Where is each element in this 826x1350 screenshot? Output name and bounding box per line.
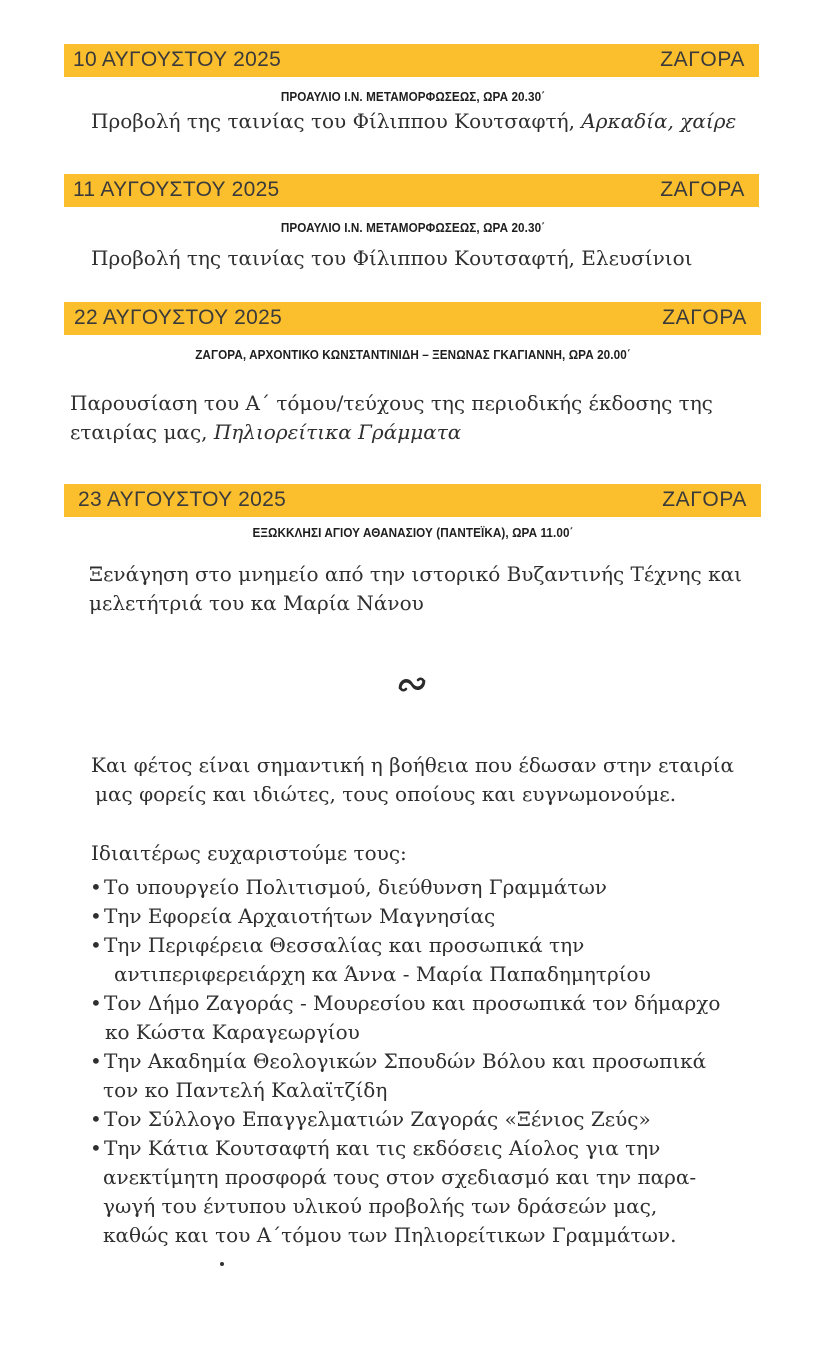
list-item: • Τον Δήμο Ζαγοράς - Μουρεσίου και προσωπικά τον δήμαρχο κο Κώστα Καραγεωργίου <box>90 989 720 1047</box>
description-line <box>70 389 713 418</box>
list-item-text: κο Κώστα Καραγεωργίου <box>105 1020 360 1044</box>
thanks-list <box>90 873 720 1250</box>
list-item-text: καθώς και του Α΄τόμου των Πηλιορείτικων Γραμμάτων. <box>103 1223 677 1247</box>
event-3-header <box>64 302 761 335</box>
event-2-header <box>64 174 759 207</box>
list-item-text: Την Κάτια Κουτσαφτή και τις εκδόσεις Αίολος για την <box>104 1136 661 1160</box>
film-title: Αρκαδία, χαίρε <box>581 109 737 133</box>
swash-ornament-icon <box>396 672 428 696</box>
event-1-header <box>64 44 759 77</box>
publication-title: Πηλιορείτικα Γράμματα <box>213 420 462 444</box>
event-place: ΖΑΓΟΡΑ <box>662 306 747 329</box>
description-text: Παρουσίαση του Α΄ τόμου/τεύχους της περιοδικής έκδοσης της <box>70 391 713 415</box>
list-item-text: αντιπεριφερειάρχη κα Άννα - Μαρία Παπαδημητρίου <box>114 962 651 986</box>
event-description <box>70 389 713 447</box>
list-item: • Την Εφορεία Αρχαιοτήτων Μαγνησίας <box>90 904 496 928</box>
thanks-intro <box>91 751 734 809</box>
description-text: Ξενάγηση στο μνημείο από την ιστορικό Βυζαντινής Τέχνης και <box>89 562 742 586</box>
event-venue: ΖΑΓΟΡΑ, ΑΡΧΟΝΤΙΚΟ ΚΩΝΣΤΑΝΤΙΝΙΔΗ – ΞΕΝΩΝΑΣ ΓΚΑΓΙΑΝΝΗ, ΩΡΑ 20.00΄ <box>195 347 631 362</box>
list-item-text: Τον Σύλλογο Επαγγελματιών Ζαγοράς «Ξένιος Ζεύς» <box>104 1107 651 1131</box>
event-date: 22 ΑΥΓΟΥΣΤΟΥ 2025 <box>74 306 283 329</box>
event-venue: ΠΡΟΑΥΛΙΟ Ι.Ν. ΜΕΤΑΜΟΡΦΩΣΕΩΣ, ΩΡΑ 20.30΄ <box>280 220 546 235</box>
description-line <box>89 589 742 618</box>
description-text: εταιρίας μας, <box>70 420 214 444</box>
event-venue: ΕΞΩΚΚΛΗΣΙ ΑΓΙΟΥ ΑΘΑΝΑΣΙΟΥ (ΠΑΝΤΕΪΚΑ), ΩΡΑ 11.00΄ <box>252 525 574 540</box>
event-date: 10 ΑΥΓΟΥΣΤΟΥ 2025 <box>73 48 282 71</box>
film-title: Ελευσίνιοι <box>581 246 693 270</box>
list-item: • Τον Σύλλογο Επαγγελματιών Ζαγοράς «Ξένιος Ζεύς» <box>90 1107 651 1131</box>
list-item-text: Την Εφορεία Αρχαιοτήτων Μαγνησίας <box>104 904 496 928</box>
event-place: ΖΑΓΟΡΑ <box>662 488 747 511</box>
list-item: • Την Ακαδημία Θεολογικών Σπουδών Βόλου και προσωπικά τον κο Παντελή Καλαϊτζίδη <box>90 1047 720 1105</box>
list-item: • Το υπουργείο Πολιτισμού, διεύθυνση Γραμμάτων <box>90 875 607 899</box>
event-place: ΖΑΓΟΡΑ <box>660 178 745 201</box>
description-text: Προβολή της ταινίας του Φίλιππου Κουτσαφτή, <box>91 109 582 133</box>
list-item-text: Το υπουργείο Πολιτισμού, διεύθυνση Γραμμάτων <box>104 875 607 899</box>
description-line <box>89 560 742 589</box>
event-description <box>91 107 736 136</box>
list-item-text: ανεκτίμητη προσφορά τους στον σχεδιασμό και την παρα- <box>103 1165 697 1189</box>
event-4-header <box>64 484 761 517</box>
stray-dot <box>220 1262 224 1266</box>
list-item-text: τον κο Παντελή Καλαϊτζίδη <box>103 1078 388 1102</box>
list-item-text: Τον Δήμο Ζαγοράς - Μουρεσίου και προσωπικά τον δήμαρχο <box>104 991 721 1015</box>
intro-line: Και φέτος είναι σημαντική η βοήθεια που έδωσαν στην εταιρία <box>91 753 734 777</box>
event-date: 23 ΑΥΓΟΥΣΤΟΥ 2025 <box>78 488 287 511</box>
list-item-text: γωγή του έντυπου υλικού προβολής των δράσεών μας, <box>103 1194 658 1218</box>
event-description <box>89 560 742 618</box>
event-venue: ΠΡΟΑΥΛΙΟ Ι.Ν. ΜΕΤΑΜΟΡΦΩΣΕΩΣ, ΩΡΑ 20.30΄ <box>280 89 546 104</box>
list-item-text: Την Περιφέρεια Θεσσαλίας και προσωπικά την <box>104 933 585 957</box>
description-text: Προβολή της ταινίας του Φίλιππου Κουτσαφτή, <box>91 246 582 270</box>
thanks-heading: Ιδιαιτέρως ευχαριστούμε τους: <box>91 841 407 865</box>
description-text: μελετήτριά του κα Μαρία Νάνου <box>89 591 424 615</box>
description-line <box>70 418 713 447</box>
intro-line: μας φορείς και ιδιώτες, τους οποίους και ευγνωμονούμε. <box>95 782 677 806</box>
event-date: 11 ΑΥΓΟΥΣΤΟΥ 2025 <box>73 178 280 201</box>
list-item-text: Την Ακαδημία Θεολογικών Σπουδών Βόλου και προσωπικά <box>104 1049 707 1073</box>
event-description <box>91 244 692 273</box>
event-place: ΖΑΓΟΡΑ <box>660 48 745 71</box>
list-item: • Την Περιφέρεια Θεσσαλίας και προσωπικά την αντιπεριφερειάρχη κα Άννα - Μαρία Παπαδημητρίου <box>90 931 720 989</box>
list-item: • Την Κάτια Κουτσαφτή και τις εκδόσεις Αίολος για την ανεκτίμητη προσφορά τους στον σχεδιασμό και την παρα- γωγή του έντυπου υλικού προβολής των δράσεών μας, καθώς και του Α΄τόμου των Πηλιορείτικων Γραμμάτων. <box>90 1134 720 1250</box>
